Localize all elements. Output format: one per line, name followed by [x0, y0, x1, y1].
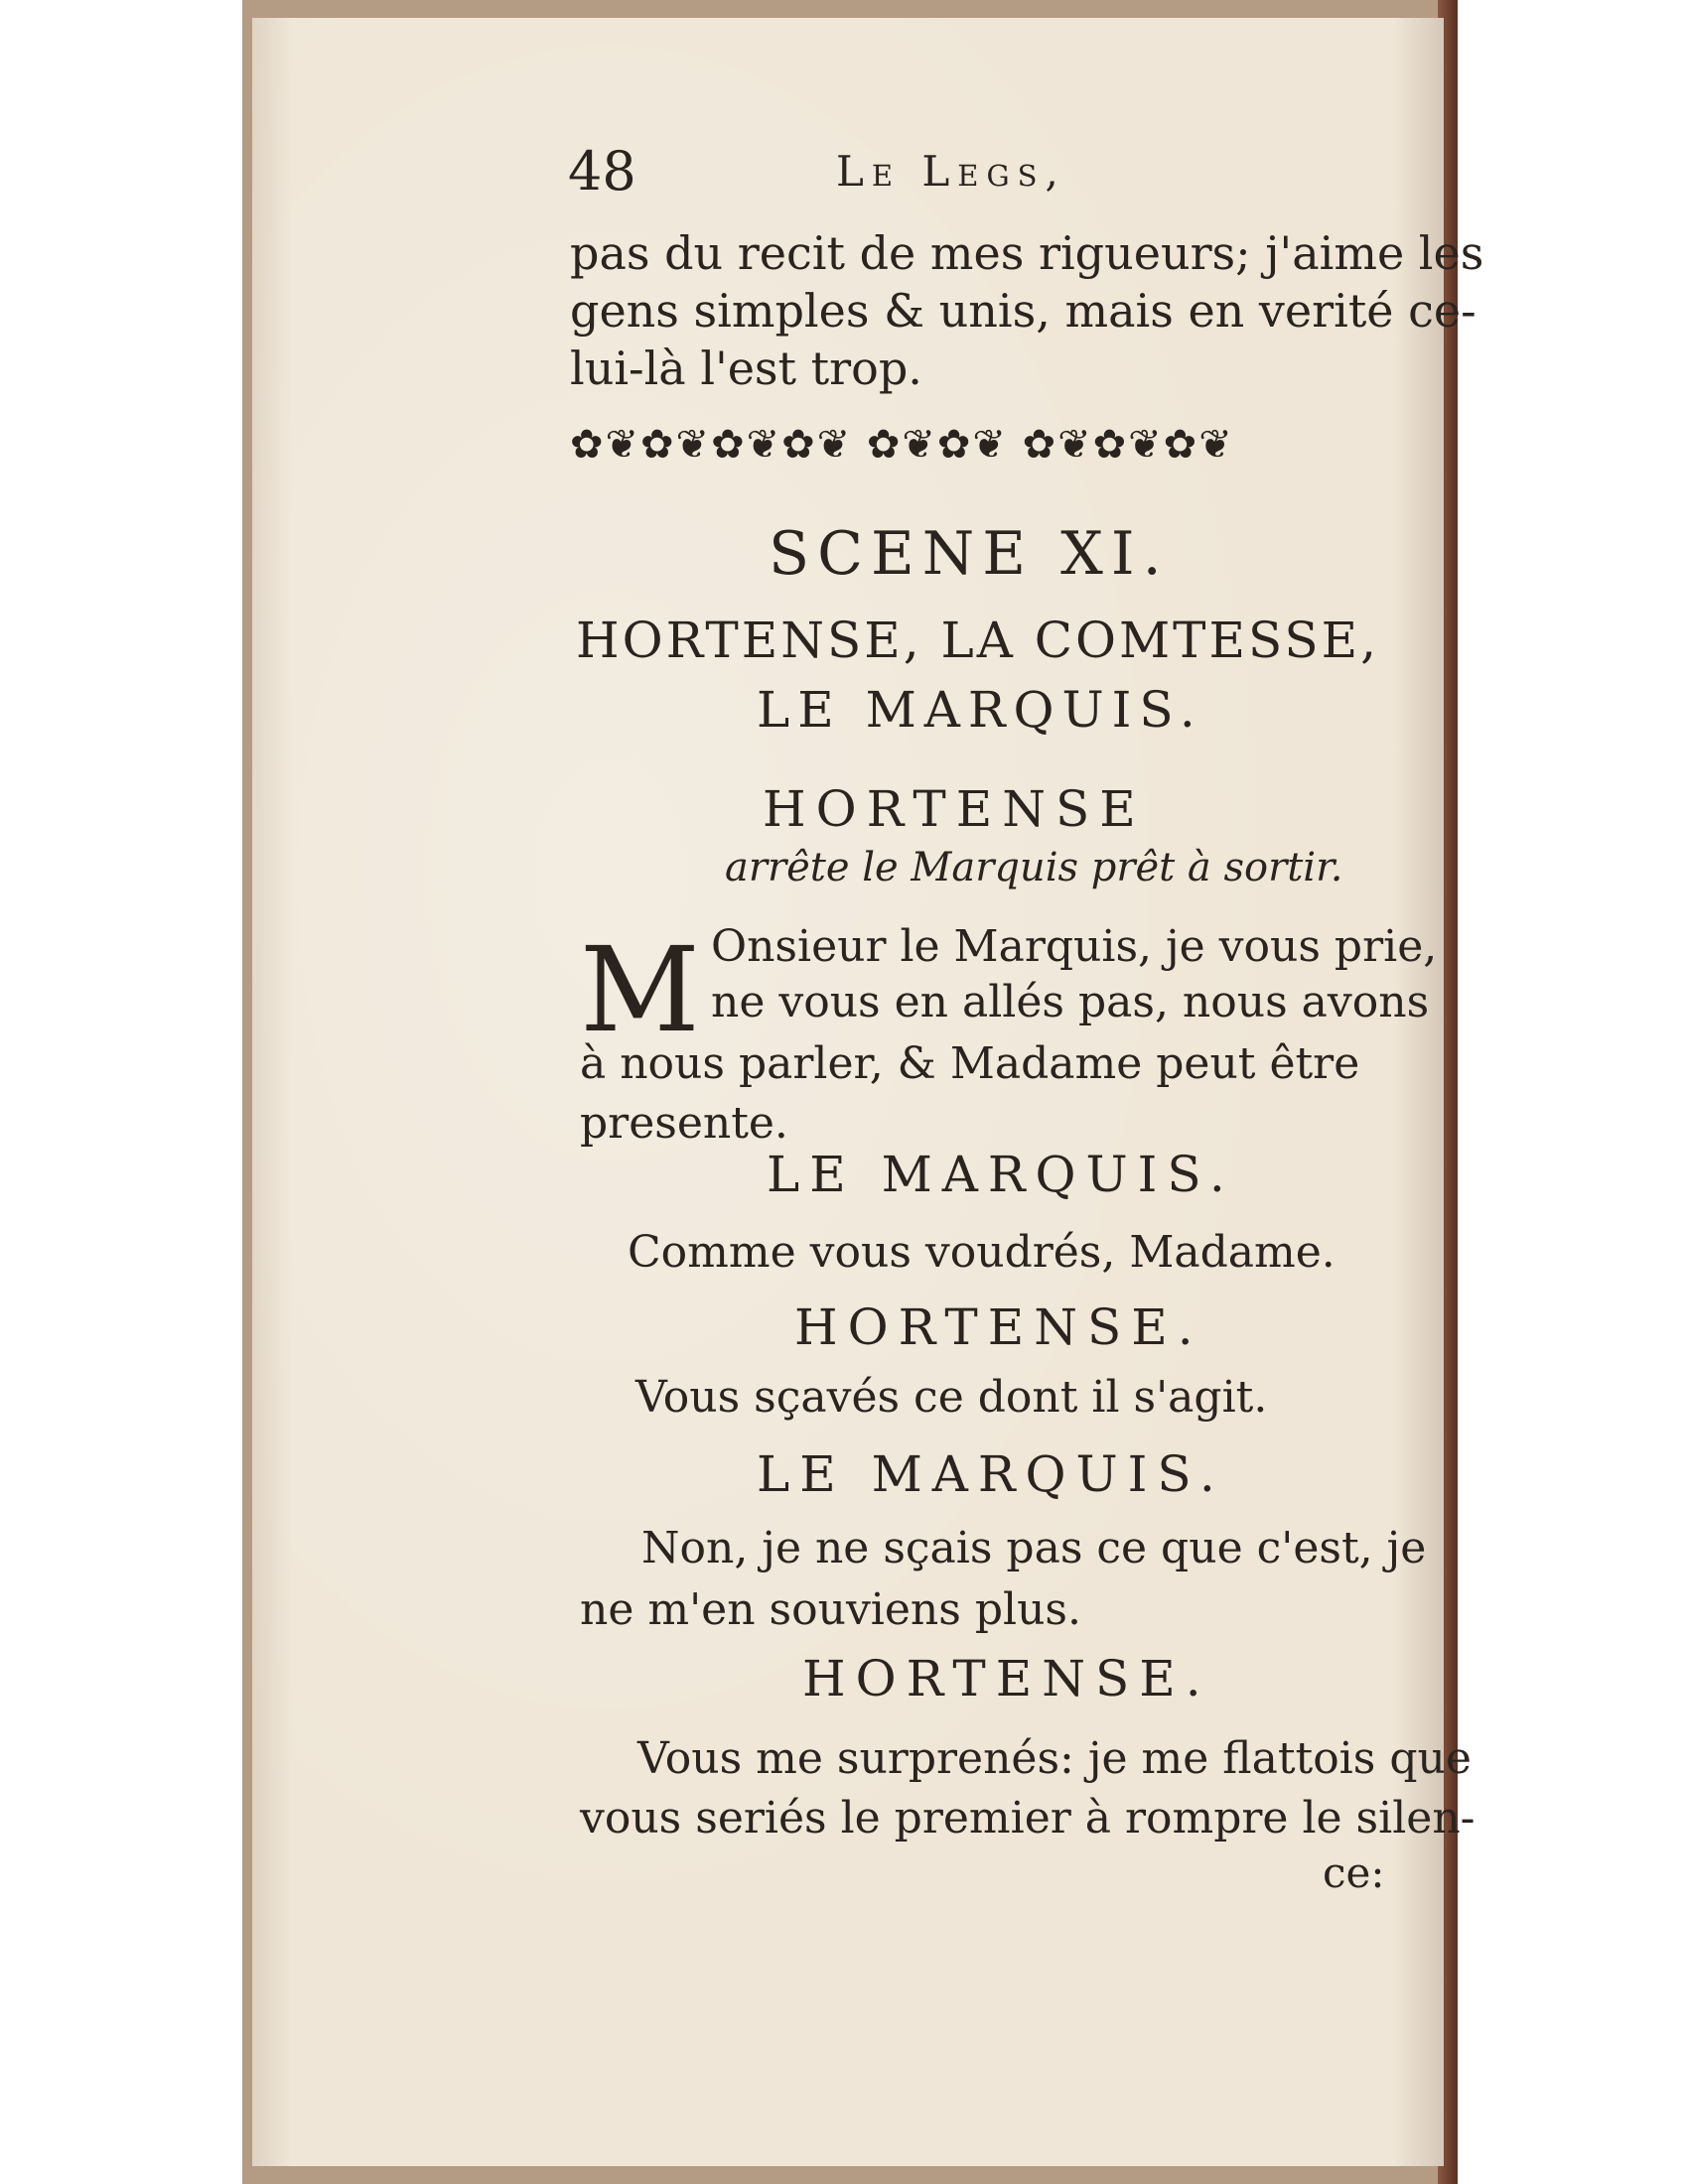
speaker-name: HORTENSE.	[794, 1298, 1203, 1356]
ornamental-band: ✿❦✿❦✿❦✿❦ ✿❦✿❦ ✿❦✿❦✿❦	[570, 422, 1234, 468]
speaker-name: HORTENSE.	[802, 1650, 1211, 1707]
speech-line: ne m'en souviens plus.	[580, 1584, 1081, 1635]
speech-line: à nous parler, & Madame peut être	[580, 1038, 1360, 1089]
page-number: 48	[568, 140, 636, 203]
speech-line: presente.	[580, 1098, 788, 1149]
stage-direction: arrête le Marquis prêt à sortir.	[725, 845, 1343, 890]
scene-title: SCENE XI.	[769, 519, 1170, 589]
running-title: Le Legs,	[836, 147, 1066, 196]
speaker-name: LE MARQUIS.	[757, 1445, 1225, 1503]
book-page	[252, 18, 1484, 2166]
catchword: ce:	[1323, 1848, 1385, 1897]
speaker-name: LE MARQUIS.	[767, 1146, 1235, 1203]
text-line: gens simples & unis, mais en verité ce-	[570, 284, 1477, 338]
cast-line: LE MARQUIS.	[757, 681, 1203, 739]
speech-line: Comme vous voudrés, Madame.	[628, 1227, 1336, 1278]
speech-line: Onsieur le Marquis, je vous prie,	[711, 921, 1438, 972]
cast-line: HORTENSE, LA COMTESSE,	[576, 612, 1380, 669]
speech-line: vous seriés le premier à rompre le silen-	[580, 1793, 1476, 1843]
speech-line: Non, je ne sçais pas ce que c'est, je	[641, 1523, 1427, 1573]
speaker-name: HORTENSE	[763, 780, 1146, 838]
text-line: pas du recit de mes rigueurs; j'aime les	[570, 226, 1484, 280]
speech-line: ne vous en allés pas, nous avons	[711, 977, 1430, 1027]
text-line: lui-là l'est trop.	[570, 341, 922, 395]
drop-cap: M	[580, 921, 700, 1058]
speech-line: Vous me surprenés: je me flattois que	[637, 1733, 1472, 1784]
speech-line: Vous sçavés ce dont il s'agit.	[635, 1372, 1268, 1423]
